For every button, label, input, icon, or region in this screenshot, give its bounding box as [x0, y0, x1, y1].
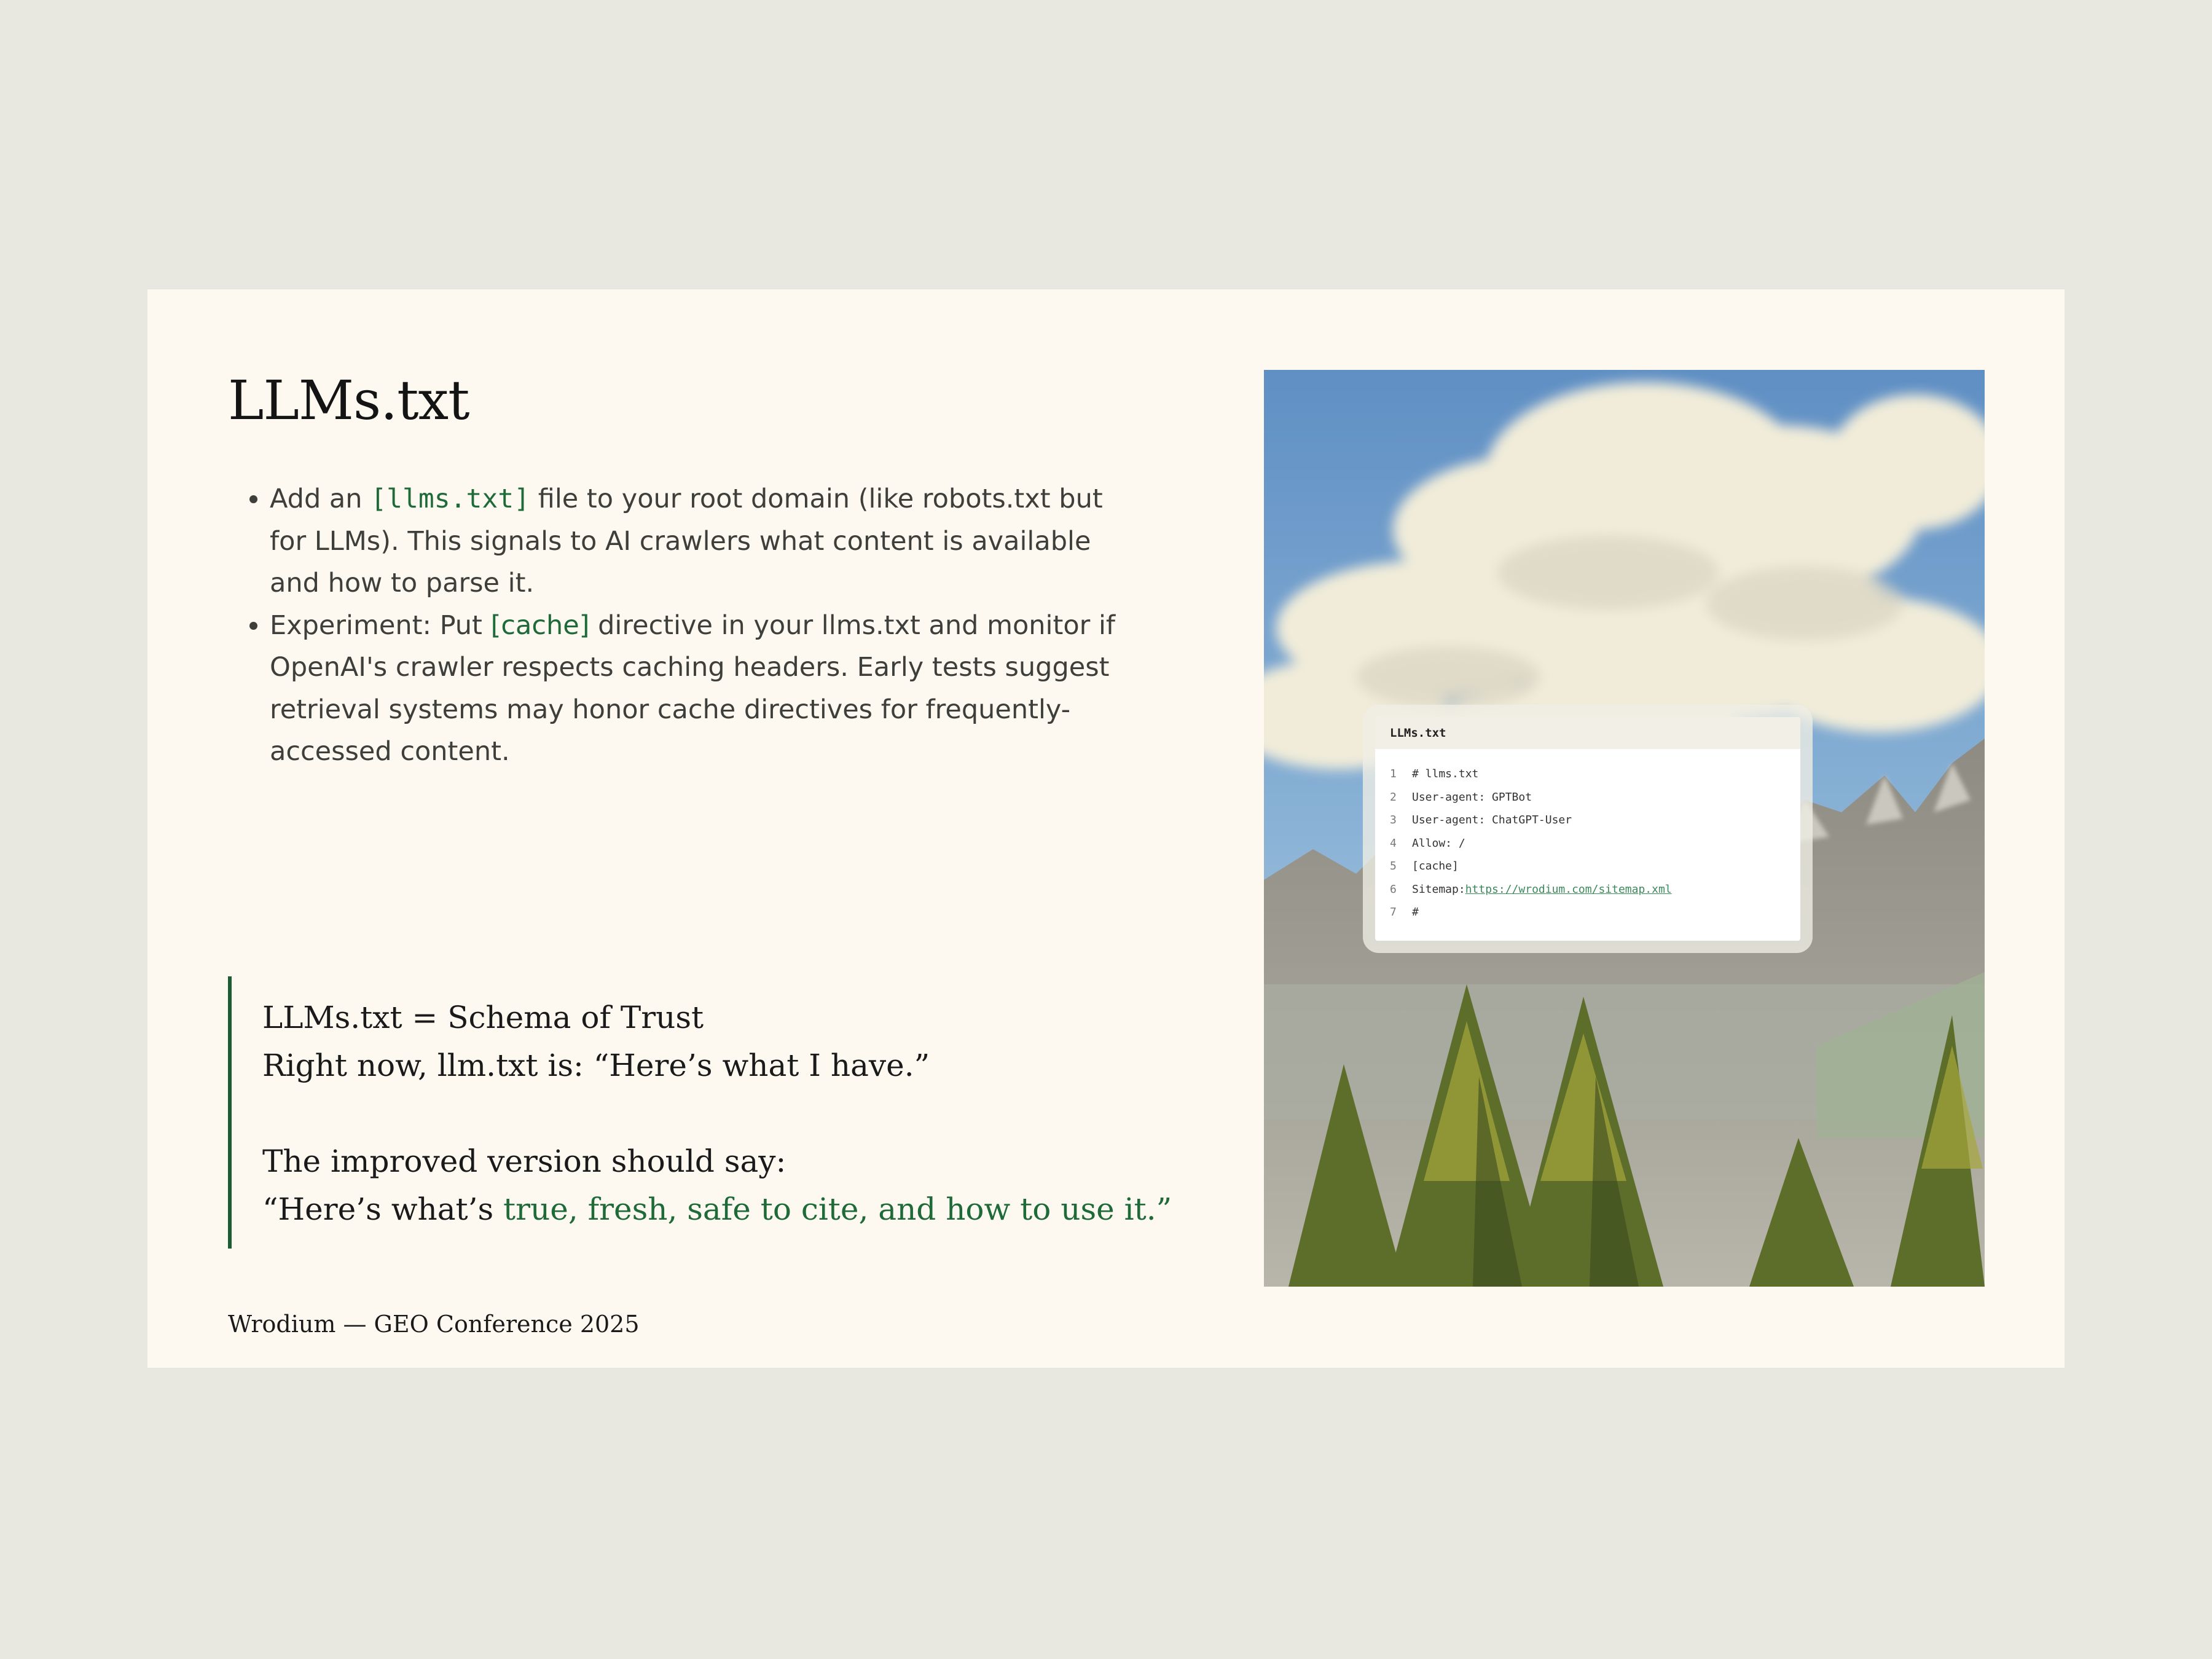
code-lines	[1375, 749, 1800, 924]
code-text: User-agent: GPTBot	[1412, 790, 1532, 804]
quote-line: The improved version should say:	[262, 1143, 786, 1179]
sitemap-link[interactable]: https://wrodium.com/sitemap.xml	[1465, 882, 1672, 896]
line-number: 7	[1390, 906, 1397, 919]
quote-text: “Here’s what’s	[262, 1191, 504, 1227]
inline-code: [cache]	[490, 610, 590, 641]
code-line	[1375, 901, 1800, 924]
bullet-text: directive in your llms.txt and monitor if OpenAI's crawler respects caching headers. Early tests suggest retrieval systems may honor cache directives for frequently-accessed content.	[270, 610, 1116, 767]
code-line	[1375, 878, 1800, 901]
code-text: [cache]	[1412, 860, 1459, 873]
pull-quote	[228, 976, 1172, 1249]
inline-code: [llms.txt]	[371, 484, 530, 514]
quote-accent: true, fresh, safe to cite, and how to use it.”	[503, 1191, 1172, 1227]
slide-footer: Wrodium — GEO Conference 2025	[228, 1311, 640, 1338]
line-number: 3	[1390, 814, 1397, 826]
code-panel	[1375, 717, 1800, 941]
code-text: Allow: /	[1412, 836, 1465, 850]
slide	[147, 289, 2065, 1368]
line-number: 4	[1390, 836, 1397, 850]
quote-line: LLMs.txt = Schema of Trust	[262, 1000, 704, 1035]
bullet-item	[270, 605, 1142, 773]
code-line	[1375, 832, 1800, 855]
code-text: # llms.txt	[1412, 767, 1479, 780]
quote-line: Right now, llm.txt is: “Here’s what I have.”	[262, 1048, 930, 1083]
line-number: 5	[1390, 860, 1397, 873]
code-line	[1375, 786, 1800, 809]
code-line	[1375, 855, 1800, 878]
code-text: #	[1412, 906, 1419, 919]
line-number: 2	[1390, 790, 1397, 804]
bullet-text: Add an	[270, 484, 371, 514]
line-number: 6	[1390, 882, 1397, 896]
code-panel-title: LLMs.txt	[1375, 717, 1800, 749]
bullet-text: Experiment: Put	[270, 610, 491, 641]
bullet-text: file to your root domain (like robots.txt but for LLMs). This signals to AI crawlers what content is available and how to parse it.	[270, 484, 1103, 598]
code-text: User-agent: ChatGPT-User	[1412, 814, 1572, 826]
code-snippet-card	[1363, 705, 1813, 953]
code-line	[1375, 809, 1800, 832]
code-line	[1375, 763, 1800, 786]
quote-line	[262, 1185, 1172, 1233]
bullet-list	[228, 478, 1142, 773]
code-text: Sitemap:	[1412, 882, 1465, 896]
bullet-item	[270, 478, 1142, 605]
slide-title: LLMs.txt	[228, 369, 469, 432]
slide-text-column	[228, 289, 1242, 1368]
line-number: 1	[1390, 767, 1397, 780]
